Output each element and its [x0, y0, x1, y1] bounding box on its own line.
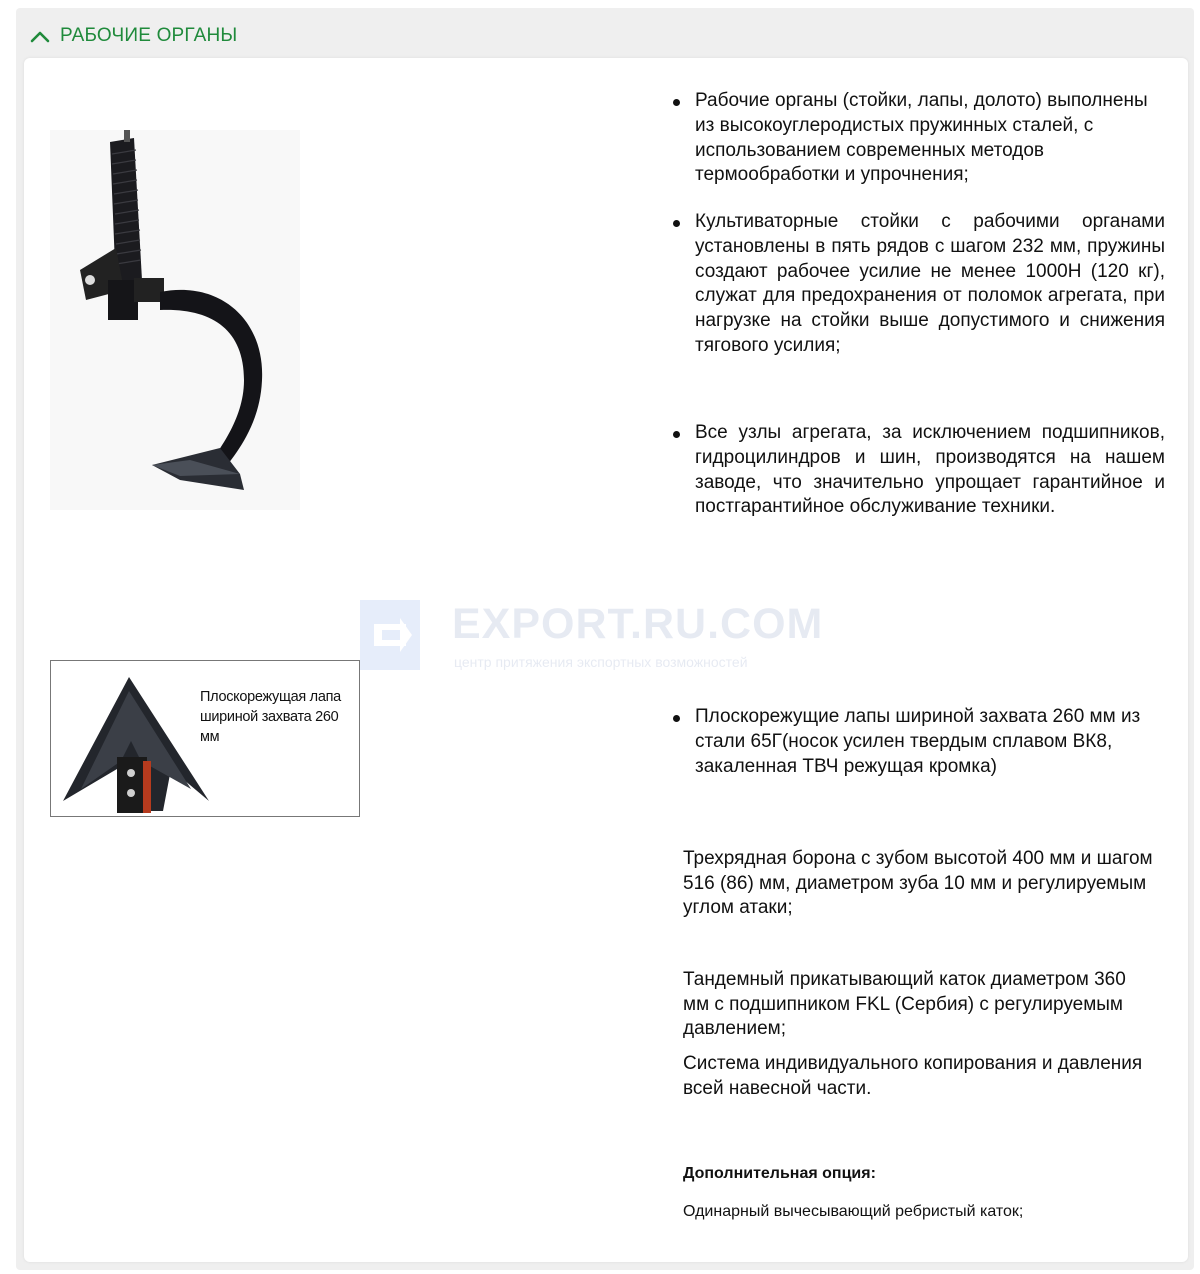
option-heading: Дополнительная опция: [683, 1165, 876, 1182]
watermark-title: EXPORT.RU.COM [452, 600, 824, 648]
list-item-text: Рабочие органы (стойки, лапы, долото) выполнены из высокоуглеродистых пружинных сталей, с использованием современных методов термообработки и упрочнения; [695, 90, 1148, 186]
section-toggle[interactable] [30, 16, 237, 56]
list-item [695, 210, 1165, 359]
list-item-text: Плоскорежущие лапы шириной захвата 260 мм из стали 65Г(носок усилен твердым сплавом ВК8, закаленная ТВЧ режущая кромка) [695, 706, 1141, 777]
watermark-logo-icon [360, 600, 420, 675]
content-card [24, 58, 1188, 1262]
list-item [695, 705, 1165, 779]
bullet-dot [673, 99, 680, 106]
chevron-up-icon [30, 29, 50, 43]
bullet-dot [673, 715, 680, 722]
section-title: РАБОЧИЕ ОРГАНЫ [60, 25, 238, 46]
list-item-text: Культиваторные стойки с рабочими органами установлены в пять рядов с шагом 232 мм, пружины создают рабочее усилие не менее 1000Н (120 кг), служат для предохранения от поломок агрегата, при нагрузке на стойки выше допустимого и снижения тягового усилия; [695, 211, 1165, 356]
bullet-dot [673, 431, 680, 438]
list-item-text: Все узлы агрегата, за исключением подшипников, гидроцилиндров и шин, производятся на нашем заводе, что значительно упрощает гарантийное и постгарантийное обслуживание техники. [695, 422, 1165, 518]
paw-image [50, 660, 360, 817]
paragraph-roller: Тандемный прикатывающий каток диаметром 360 мм с подшипником FKL (Сербия) с регулируемым давлением; [683, 969, 1126, 1039]
list-item [695, 89, 1165, 188]
paragraph-copying-system: Система индивидуального копирования и давления всей навесной части. [683, 1053, 1143, 1099]
option-text: Одинарный вычесывающий ребристый каток; [683, 1203, 1024, 1220]
bullet-dot [673, 220, 680, 227]
section-panel [16, 8, 1194, 1270]
cultivator-tine-image [50, 130, 300, 510]
watermark-subtitle: центр притяжения экспортных возможностей [454, 654, 748, 670]
watermark [360, 600, 840, 676]
paragraph-harrow: Трехрядная борона с зубом высотой 400 мм и шагом 516 (86) мм, диаметром зуба 10 мм и регулируемым углом атаки; [683, 848, 1153, 918]
paw-caption: Плоскорежущая лапа шириной захвата 260 мм [200, 689, 341, 745]
list-item [695, 421, 1165, 520]
